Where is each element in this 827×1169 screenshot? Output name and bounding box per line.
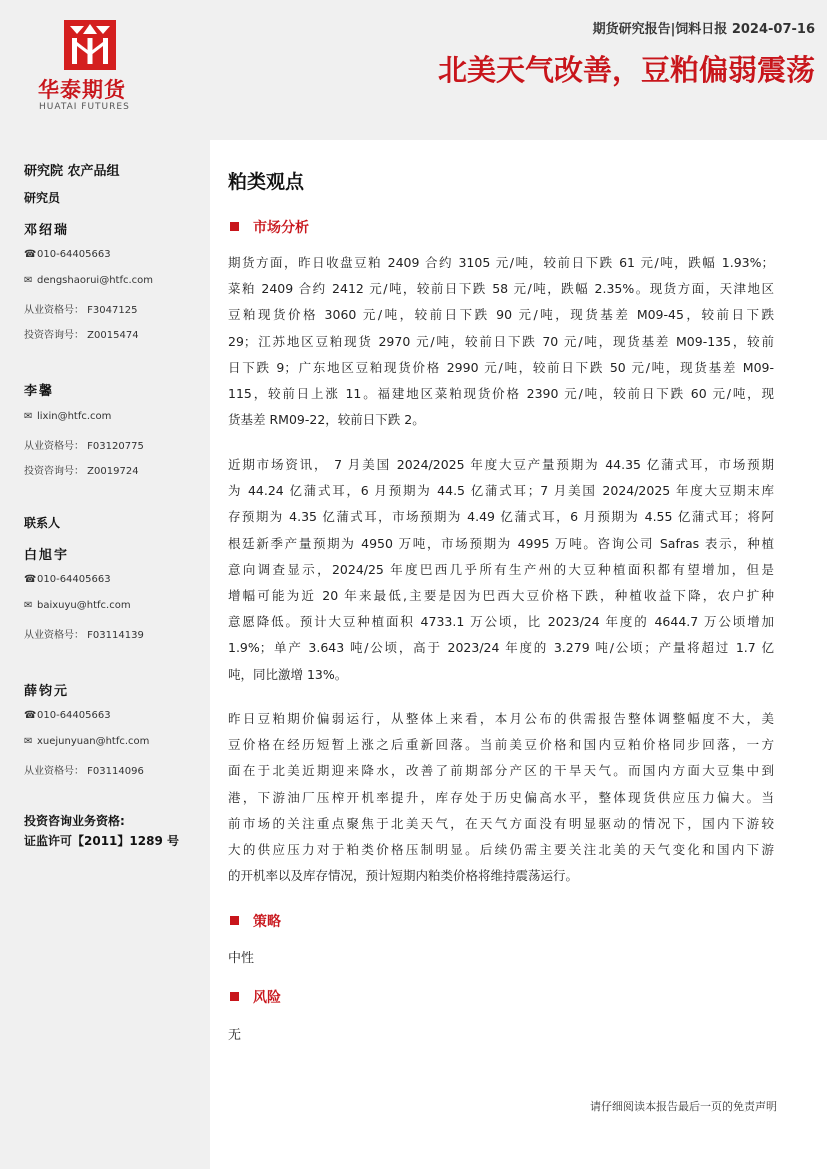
company-logo (38, 18, 148, 118)
text-line: 豆价格在经历短暂上涨之后重新回落。当前美豆价格和国内豆粕价格同步回落，一方 (228, 737, 774, 753)
phone-text: 010-64405663 (37, 249, 111, 260)
section-title: 粕类观点 (228, 171, 305, 193)
heading-text: 风险 (253, 990, 281, 1006)
disclaimer-note: 请仔细阅读本报告最后一页的免责声明 (590, 1100, 777, 1113)
strategy-text: 中性 (228, 951, 255, 966)
risk-text: 无 (228, 1028, 242, 1043)
paragraph-outlook (228, 706, 774, 889)
contact-license: 从业资格号： F03114139 (24, 630, 144, 641)
phone-icon: ☎ (24, 710, 37, 721)
researcher-phone (24, 249, 111, 260)
risk-heading (230, 987, 281, 1007)
department-label: 研究院 农产品组 (24, 164, 120, 179)
text-line: 意愿降低。预计大豆种植面积 4733.1 万公顷，比 2023/24 年度的 4644.7 万公顷增加 (228, 614, 774, 630)
researcher-consult: 投资咨询号： Z0019724 (24, 466, 139, 477)
paragraph-futures-spot (228, 250, 774, 433)
market-analysis-heading (230, 217, 309, 237)
text-line: 29；江苏地区豆粕现货 2970 元/吨，较前日下跌 70 元/吨，现货基差 M09-135，较前 (228, 333, 774, 349)
researcher-email[interactable] (24, 411, 111, 422)
text-line: 货基差 RM09-22，较前日下跌 2。 (228, 412, 425, 428)
mail-icon: ✉ (24, 411, 33, 422)
logo-chinese-name: 华泰期货 (38, 78, 126, 102)
contact-email[interactable] (24, 600, 131, 611)
logo-english-name: HUATAI FUTURES (39, 102, 130, 112)
email-text: xuejunyuan@htfc.com (37, 736, 150, 747)
text-line: 日下跌 9；广东地区豆粕现货价格 2990 元/吨，较前日下跌 50 元/吨，现货基差 M09- (228, 359, 774, 375)
text-line: 大的供应压力对于粕类价格压制明显。后续仍需主要关注北美的天气变化和国内下游 (228, 842, 774, 858)
heading-text: 市场分析 (253, 220, 309, 236)
email-text: dengshaorui@htfc.com (37, 275, 154, 286)
text-line: 昨日豆粕期价偏弱运行，从整体上来看，本月公布的供需报告整体调整幅度不大，美 (228, 711, 774, 726)
text-line: 豆粕现货价格 3060 元/吨，较前日下跌 90 元/吨，现货基差 M09-45，较前日下跌 (228, 307, 774, 323)
phone-text: 010-64405663 (37, 574, 111, 585)
red-square-bullet-icon (230, 992, 239, 1001)
mail-icon: ✉ (24, 600, 33, 611)
author-sidebar (0, 140, 210, 1169)
text-line: 期货方面，昨日收盘豆粕 2409 合约 3105 元/吨，较前日下跌 61 元/吨，跌幅 1.93%； (228, 255, 774, 270)
phone-text: 010-64405663 (37, 710, 111, 721)
huatai-logo-icon (64, 20, 116, 70)
text-line: 增幅可能为近 20 年来最低,主要是因为巴西大豆价格下跌，种植收益下降，农户扩种 (228, 588, 774, 604)
contact-phone (24, 574, 111, 585)
text-line: 根廷新季产量预期为 4950 万吨，市场预期为 4995 万吨。咨询公司 Safras 表示，种植 (228, 535, 774, 551)
phone-icon: ☎ (24, 249, 37, 260)
report-title: 北美天气改善，豆粕偏弱震荡 (437, 53, 815, 87)
contact-license: 从业资格号： F03114096 (24, 766, 144, 777)
contact-phone (24, 710, 111, 721)
researcher-email[interactable] (24, 275, 153, 286)
contact-email[interactable] (24, 736, 149, 747)
researcher-license: 从业资格号： F3047125 (24, 305, 138, 316)
text-line: 吨，同比激增 13%。 (228, 666, 348, 682)
contact-name: 白旭宇 (24, 548, 70, 563)
report-header (0, 0, 827, 140)
text-line: 115，较前日上涨 11。福建地区菜粕现货价格 2390 元/吨，较前日下跌 60 元/吨，现 (228, 386, 774, 402)
paragraph-market-news (228, 452, 774, 688)
email-text: baixuyu@htfc.com (37, 600, 131, 611)
mail-icon: ✉ (24, 275, 33, 286)
mail-icon: ✉ (24, 736, 33, 747)
phone-icon: ☎ (24, 574, 37, 585)
text-line: 前市场的关注重点聚焦于北美天气，在天气方面没有明显驱动的情况下，国内下游较 (228, 815, 774, 831)
qualification-license: 证监许可【2011】1289 号 (24, 834, 179, 848)
strategy-heading (230, 911, 281, 931)
text-line: 为 44.24 亿蒲式耳，6 月预期为 44.5 亿蒲式耳；7 月美国 2024/2025 年度大豆期末库 (228, 483, 774, 499)
researcher-consult: 投资咨询号： Z0015474 (24, 330, 139, 341)
email-text: lixin@htfc.com (37, 411, 112, 422)
heading-text: 策略 (253, 914, 281, 930)
researcher-license: 从业资格号： F03120775 (24, 441, 144, 452)
researcher-name: 邓绍瑞 (24, 223, 70, 238)
contact-label: 联系人 (24, 516, 61, 530)
report-meta: 期货研究报告|饲料日报 2024-07-16 (592, 22, 815, 37)
text-line: 菜粕 2409 合约 2412 元/吨，较前日下跌 58 元/吨，跌幅 2.35%。现货方面，天津地区 (228, 281, 774, 297)
researcher-name: 李馨 (24, 384, 55, 399)
red-square-bullet-icon (230, 916, 239, 925)
text-line: 存预期为 4.35 亿蒲式耳，市场预期为 4.49 亿蒲式耳，6 月预期为 4.55 亿蒲式耳；将阿 (228, 509, 774, 525)
text-line: 面在于北美近期迎来降水，改善了前期部分产区的干旱天气。而国内方面大豆集中到 (228, 763, 774, 779)
red-square-bullet-icon (230, 222, 239, 231)
text-line: 1.9%；单产 3.643 吨/公顷，高于 2023/24 年度的 3.279 吨/公顷；产量将超过 1.7 亿 (228, 640, 774, 656)
researcher-label: 研究员 (24, 191, 61, 205)
contact-name: 薛钧元 (24, 684, 70, 699)
text-line: 意向调查显示，2024/25 年度巴西几乎所有生产州的大豆种植面积都有望增加，但是 (228, 561, 774, 577)
text-line: 近期市场资讯， 7 月美国 2024/2025 年度大豆产量预期为 44.35 亿蒲式耳，市场预期 (228, 457, 774, 472)
qualification-title: 投资咨询业务资格: (24, 814, 125, 828)
text-line: 港，下游油厂压榨开机率提升，库存处于历史偏高水平，整体现货供应压力偏大。当 (228, 789, 774, 805)
text-line: 的开机率以及库存情况，预计短期内粕类价格将维持震荡运行。 (228, 868, 579, 884)
